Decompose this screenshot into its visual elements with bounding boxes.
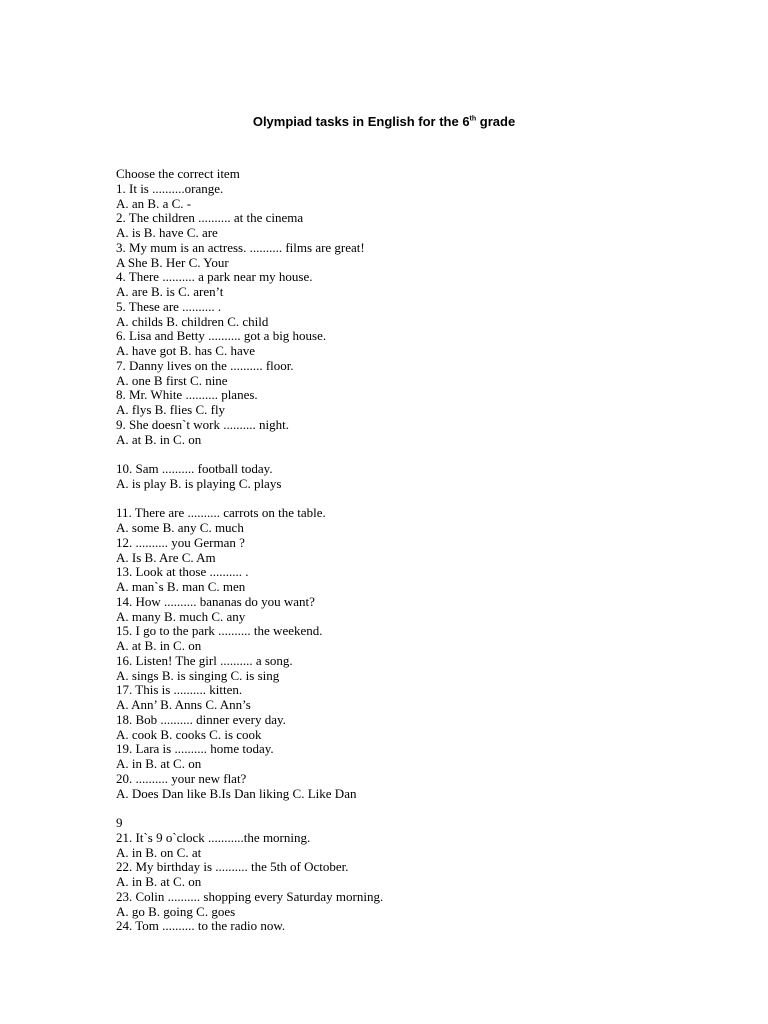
text-line: 14. How .......... bananas do you want? — [116, 593, 315, 609]
text-line: A. sings B. is singing C. is sing — [116, 667, 280, 683]
text-line: A. childs B. children C. child — [116, 313, 269, 329]
text-line: A. man`s B. man C. men — [116, 579, 246, 594]
text-line: 1. It is ..........orange. — [116, 180, 224, 196]
text-line: 21. It`s 9 o`clock ...........the morning. — [116, 829, 311, 845]
text-line: A. cook B. cooks C. is cook — [116, 726, 262, 742]
title-text-end: grade — [476, 114, 516, 129]
document-title — [0, 114, 768, 129]
blank-line — [116, 801, 676, 816]
text-line: 17. This is .......... kitten. — [116, 682, 243, 698]
blank-line — [116, 492, 676, 507]
blank-line — [116, 447, 676, 462]
text-line: 20. .......... your new flat? — [116, 770, 247, 786]
text-line: 24. Tom .......... to the radio now. — [116, 918, 286, 934]
text-line: A. are B. is C. aren’t — [116, 284, 224, 299]
text-line: 5. These are .......... . — [116, 298, 222, 314]
title-superscript: th — [469, 115, 477, 123]
text-line: 12. .......... you German ? — [116, 534, 245, 550]
title-text: Olympiad tasks in English for the 6 — [252, 114, 470, 129]
text-line: A. Is B. Are C. Am — [116, 549, 216, 565]
text-line: 10. Sam .......... football today. — [116, 461, 273, 476]
text-line: 11. There are .......... carrots on the table. — [116, 505, 326, 521]
text-line: A. some B. any C. much — [116, 520, 244, 535]
text-line: A She B. Her C. Your — [116, 254, 229, 270]
text-line: A. Does Dan like B.Is Dan liking C. Like Dan — [116, 785, 357, 801]
text-line: A. in B. at C. on — [116, 756, 202, 771]
text-line: 9. She doesn`t work .......... night. — [116, 416, 289, 432]
text-line: 8. Mr. White .......... planes. — [116, 387, 258, 403]
text-line: 18. Bob .......... dinner every day. — [116, 711, 286, 727]
text-line: 19. Lara is .......... home today. — [116, 741, 274, 757]
text-line: 3. My mum is an actress. .......... films are great! — [116, 239, 365, 255]
text-line: 22. My birthday is .......... the 5th of October. — [116, 859, 349, 875]
text-line: A. many B. much C. any — [116, 608, 246, 624]
text-line: A. go B. going C. goes — [116, 903, 236, 919]
text-line: 6. Lisa and Betty .......... got a big house. — [116, 328, 327, 344]
text-line: 2. The children .......... at the cinema — [116, 210, 304, 226]
text-line: 23. Colin .......... shopping every Saturday morning. — [116, 888, 384, 904]
text-line: A. in B. at C. on — [116, 874, 202, 889]
text-line: A. flys B. flies C. fly — [116, 402, 226, 417]
text-line: A. have got B. has C. have — [116, 343, 256, 358]
text-line: A. an B. a C. - — [116, 195, 192, 211]
text-line: A. at B. in C. on — [116, 638, 202, 653]
text-line: A. is play B. is playing C. plays — [116, 475, 282, 491]
text-line: A. Ann’ B. Anns C. Ann’s — [116, 697, 251, 712]
text-line: A. one B first C. nine — [116, 372, 228, 388]
text-line: 7. Danny lives on the .......... floor. — [116, 357, 294, 373]
text-line: 16. Listen! The girl .......... a song. — [116, 652, 293, 668]
text-line: 4. There .......... a park near my house. — [116, 269, 313, 285]
text-line: A. at B. in C. on — [116, 431, 202, 447]
document-body — [116, 167, 676, 934]
text-line: 15. I go to the park .......... the weekend. — [116, 623, 323, 639]
text-line: Choose the correct item — [116, 166, 240, 181]
text-line: 9 — [116, 815, 123, 830]
text-line: 13. Look at those .......... . — [116, 564, 249, 580]
text-line: A. is B. have C. are — [116, 225, 218, 240]
text-line: A. in B. on C. at — [116, 844, 202, 860]
